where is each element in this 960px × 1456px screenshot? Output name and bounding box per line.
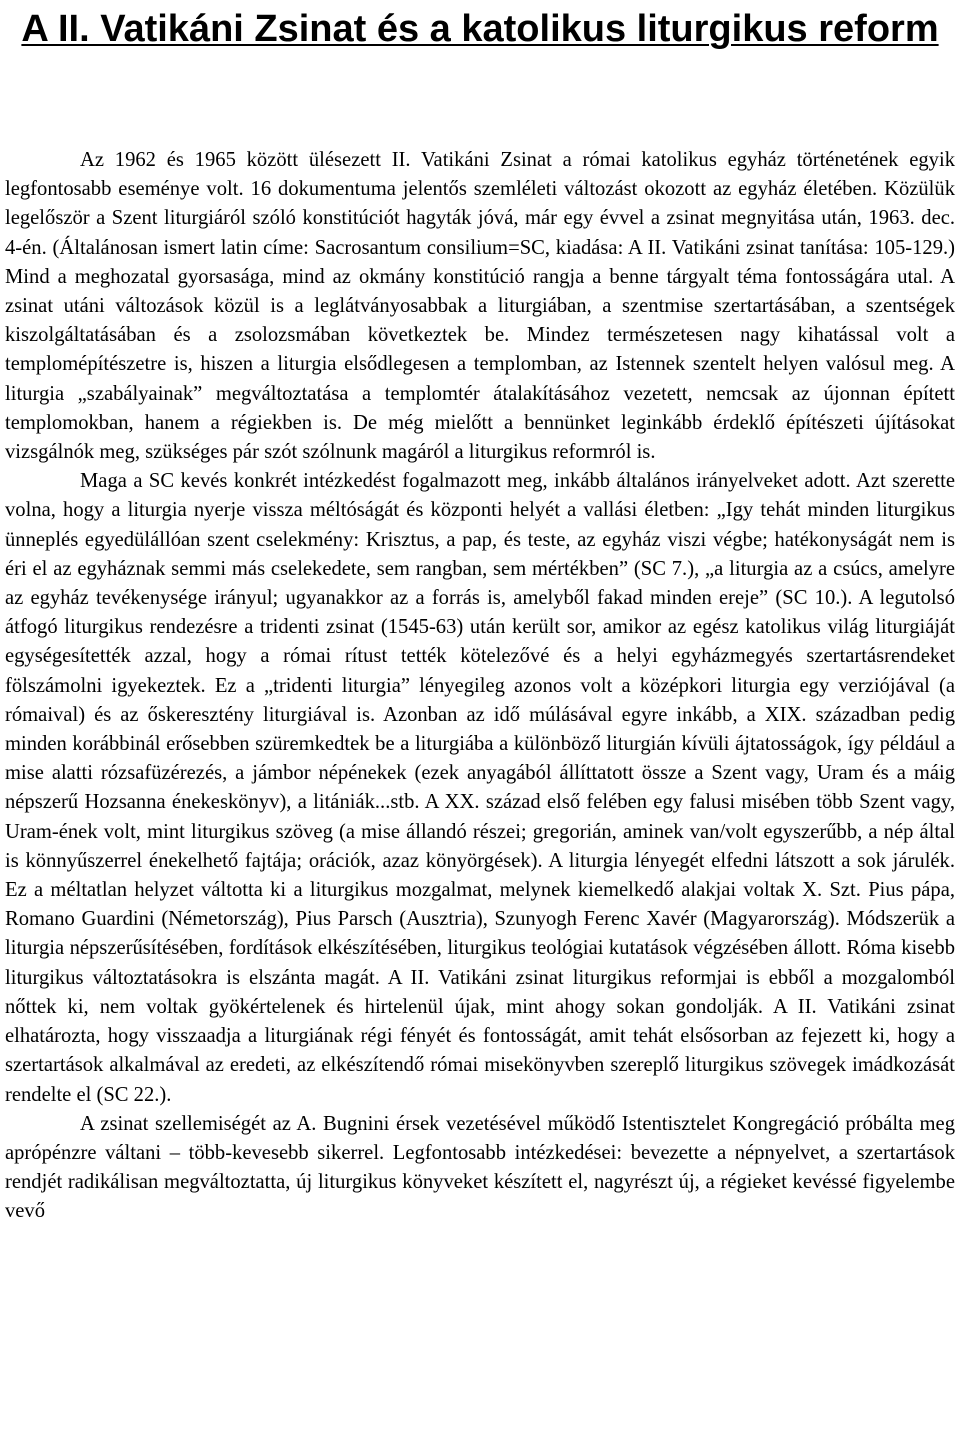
paragraph-3: A zsinat szellemiségét az A. Bugnini érsek vezetésével működő Istentisztelet Kongregáció próbálta meg aprópénzre váltani – több-kevesebb sikerrel. Legfontosabb intézkedései: bevezette a népnyelvet, a szertartások rendjét radikálisan megváltoztatta, új liturgikus könyveket készített el, nagyrészt új, a régieket kevéssé figyelembe vevő [5, 1112, 955, 1223]
document-body [5, 146, 955, 1227]
document-title: A II. Vatikáni Zsinat és a katolikus liturgikus reform [21, 8, 939, 50]
paragraph-2: Maga a SC kevés konkrét intézkedést fogalmazott meg, inkább általános irányelveket adott. Azt szerette volna, hogy a liturgia nyerje vissza méltóságát és központi helyét a vallási életben: „Igy tehát minden liturgikus ünneplés egyedülállóan szent cselekmény: Krisztus, a pap, és teste, az egyház viszi végbe; hatékonyságát nem is éri el az egyháznak semmi más cselekedete, sem rangban, sem mértékben” (SC 7.), „a liturgia az a csúcs, amelyre az egyház tevékenysége irányul; ugyanakkor az a forrás is, amelyből fakad minden ereje” (SC 10.). A legutolsó átfogó liturgikus rendezésre a tridenti zsinat (1545-63) után került sor, amikor az egész katolikus világ liturgiáját egységesítették azzal, hogy a római rítust tették kötelezővé és a helyi egyházmegyés szertartásrendeket fölszámolni igyekeztek. Ez a „tridenti liturgia” lényegileg azonos volt a középkori liturgia egy verziójával (a rómaival) és az őskeresztény liturgiával is. Azonban az idő múlásával egyre inkább, a XIX. században pedig minden korábbinál erősebben szüremkedtek be a liturgiába a különböző liturgián kívüli ájtatosságok, így például a mise alatti rózsafüzérezés, a jámbor népénekek (ezek anyagából állíttatott össze a Szent vagy, Uram és a máig népszerű Hozsanna énekeskönyv), a litániák...stb. A XX. század első felében egy falusi misében több Szent vagy, Uram-ének volt, mint liturgikus szöveg (a mise állandó részei; gregorián, aminek van/volt egyszerűbb, a nép által is könnyűszerrel énekelhető fajtája; orációk, azaz könyörgések). A liturgia lényegét elfedni látszott a sok járulék. Ez a méltatlan helyzet váltotta ki a liturgikus mozgalmat, melynek kiemelkedő alakjai voltak X. Szt. Pius pápa, Romano Guardini (Németország), Pius Parsch (Ausztria), Szunyogh Ferenc Xavér (Magyarország). Módszerük a liturgia népszerűsítésében, fordítások elkészítésében, liturgikus teológiai kutatások végzésében állott. Róma kisebb liturgikus változtatásokra is elszánta magát. A II. Vatikáni zsinat liturgikus reformjai is ebből a mozgalomból nőttek ki, nem voltak gyökértelenek és hirtelenül újak, mint ahogy sokan gondolják. A II. Vatikáni zsinat elhatározta, hogy visszaadja a liturgiának régi fényét és fontosságát, amit tehát elsősorban az fejezett ki, hogy a szertartások alkalmával az eredeti, az elkészítendő római misekönyvben szereplő liturgikus szövegek imádkozását rendelte el (SC 22.). [5, 470, 955, 1106]
paragraph-1: Az 1962 és 1965 között ülésezett II. Vatikáni Zsinat a római katolikus egyház történetének egyik legfontosabb eseménye volt. 16 dokumentuma jelentős szemléleti változást okozott az egyház életében. Közülük legelőször a Szent liturgiáról szóló konstitúciót hagyták jóvá, már egy évvel a zsinat megnyitása után, 1963. dec. 4-én. (Általánosan ismert latin címe: Sacrosantum consilium=SC, kiadása: A II. Vatikáni zsinat tanítása: 105-129.) Mind a meghozatal gyorsasága, mind az okmány konstitúció rangja a benne tárgyalt téma fontosságára utal. A zsinat utáni változások közül is a leglátványosabbak a liturgiában, a szentmise szertartásában, a szentségek kiszolgáltatásában és a zsolozsmában következtek be. Mindez természetesen nagy kihatással volt a templomépítészetre is, hiszen a liturgia elsődlegesen a templomban, az Istennek szentelt helyen valósul meg. A liturgia „szabályainak” megváltoztatása a templomtér átalakításához vezetett, nemcsak az újonnan épített templomokban, hanem a régiekben is. De még mielőtt a bennünket leginkább érdeklő építészeti újításokat vizsgálnók meg, szükséges pár szót szólnunk magáról a liturgikus reformról is. [5, 149, 955, 464]
